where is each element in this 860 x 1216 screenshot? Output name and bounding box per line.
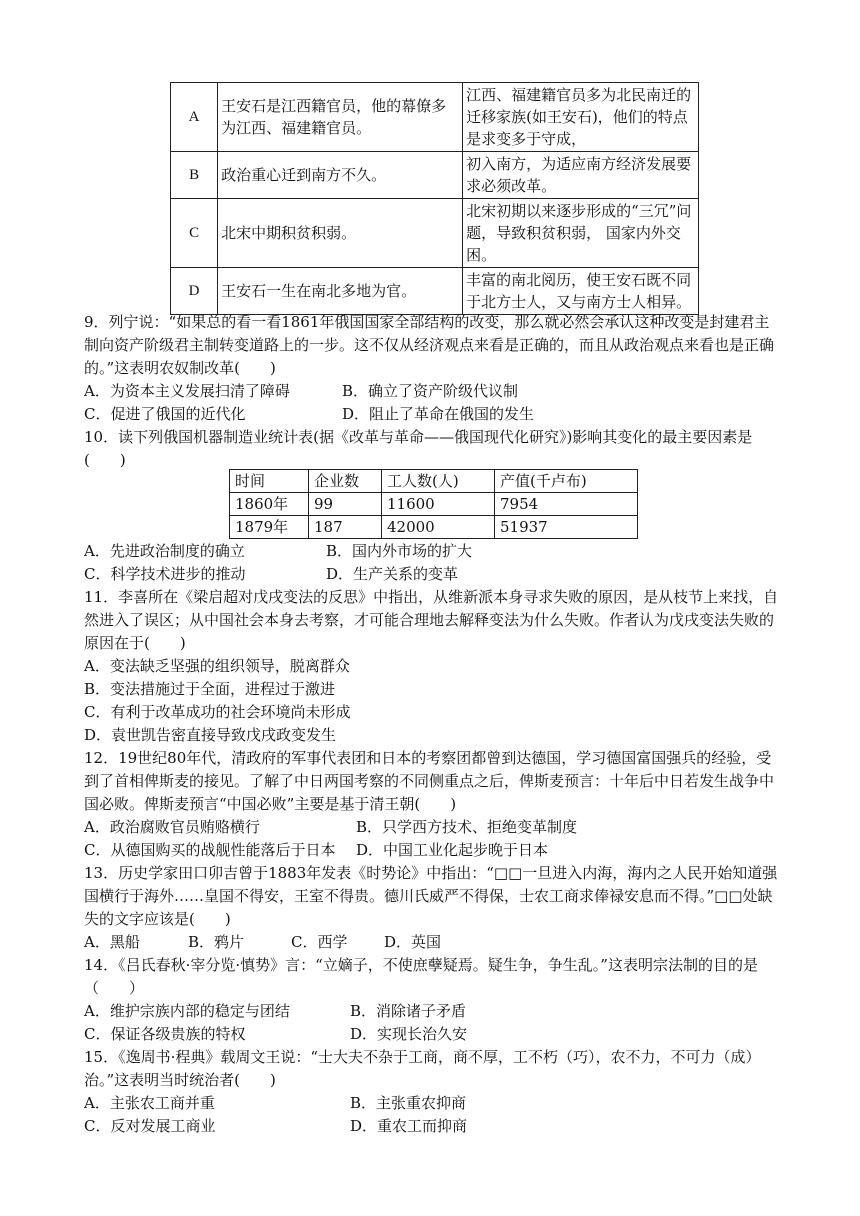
option-c: C．有利于改革成功的社会环境尚未形成 (84, 703, 351, 721)
option-c: C．从德国购买的战舰性能落后于日本 (84, 841, 336, 859)
question-text: 13．历史学家田口卯吉曾于1883年发表《时势论》中指出：“□□一旦进入内海，海内之人民开始知道强国横行于海外……皇国不得安，王室不得贵。德川氏威严不得保，士农工商求俸禄安息而不得。”□□处缺失的文字应该是( ) (84, 864, 778, 928)
question-13-stem (84, 862, 784, 931)
option-b: B．消除诸子矛盾 (350, 1002, 467, 1020)
table-header-cell: 企业数 (309, 470, 382, 493)
option-b: B．变法措施过于全面，进程过于激进 (84, 680, 336, 698)
option-cause: 王安石一生在南北多地为官。 (218, 268, 463, 315)
option-letter: B (171, 152, 218, 199)
option-explanation: 丰富的南北阅历，使王安石既不同于北方士人，又与南方士人相异。 (463, 268, 699, 315)
question-14-stem (84, 954, 784, 1000)
option-explanation: 初入南方，为适应南方经济发展要求必须改革。 (463, 152, 699, 199)
option-a: A．政治腐败官员贿赂横行 (84, 818, 260, 836)
option-b: B．国内外市场的扩大 (326, 542, 473, 560)
question-text: 12．19世纪80年代，清政府的军事代表团和日本的考察团都曾到达德国，学习德国富国强兵的经验，受到了首相俾斯麦的接见。了解了中日两国考察的不同侧重点之后，俾斯麦预言：十年后中日若发生战争中国必败。俾斯麦预言“中国必败”主要是基于清王朝( ) (84, 749, 775, 813)
question-text: 15．《逸周书·程典》载周文王说：“士大夫不杂于工商，商不厚，工不朽（巧），农不力，不可力（成）治。”这表明当时统治者( ) (84, 1048, 761, 1089)
option-b: B．只学西方技术、拒绝变革制度 (356, 818, 578, 836)
option-b: B．鸦片 (188, 933, 245, 951)
option-letter: A (171, 83, 218, 152)
option-a: A．维护宗族内部的稳定与团结 (84, 1002, 290, 1020)
option-b: B．确立了资产阶级代议制 (342, 382, 519, 400)
option-c: C．科学技术进步的推动 (84, 565, 246, 583)
table-header-row (230, 470, 638, 493)
option-row-c (171, 199, 699, 268)
table-row (230, 516, 638, 539)
option-cause: 王安石是江西籍官员，他的幕僚多为江西、福建籍官员。 (218, 83, 463, 152)
table-cell: 42000 (382, 516, 495, 539)
table-header-cell: 工人数(人) (382, 470, 495, 493)
option-letter: D (171, 268, 218, 315)
table-cell: 187 (309, 516, 382, 539)
option-c: C．促进了俄国的近代化 (84, 405, 246, 423)
option-cause: 北宋中期积贫积弱。 (218, 199, 463, 268)
option-d: D．实现长治久安 (350, 1025, 468, 1043)
option-row-a (171, 83, 699, 152)
option-letter: C (171, 199, 218, 268)
option-d: D．阻止了革命在俄国的发生 (342, 405, 535, 423)
option-a: A．主张农工商并重 (84, 1094, 215, 1112)
option-row-d (171, 268, 699, 315)
table-cell: 7954 (495, 493, 638, 516)
option-explanation: 江西、福建籍官员多为北民南迁的迁移家族(如王安石)，他们的特点是求变多于守成， (463, 83, 699, 152)
table-cell: 99 (309, 493, 382, 516)
table-cell: 11600 (382, 493, 495, 516)
option-d: D．重农工而抑商 (350, 1117, 468, 1135)
option-c: C．西学 (291, 933, 348, 951)
option-c: C．反对发展工商业 (84, 1117, 216, 1135)
option-a: A．为资本主义发展扫清了障碍 (84, 382, 290, 400)
question-15-stem (84, 1046, 784, 1092)
question-11-stem (84, 586, 784, 655)
table-cell: 1879年 (230, 516, 309, 539)
question-12-stem (84, 747, 784, 816)
statistics-table (229, 469, 638, 539)
table-cell: 51937 (495, 516, 638, 539)
table-header-cell: 产值(千卢布) (495, 470, 638, 493)
option-d: D．中国工业化起步晚于日本 (356, 841, 549, 859)
table-cell: 1860年 (230, 493, 309, 516)
option-a: A．变法缺乏坚强的组织领导，脱离群众 (84, 657, 350, 675)
option-cause: 政治重心迁到南方不久。 (218, 152, 463, 199)
question-text: 9．列宁说：“如果总的看一看1861年俄国国家全部结构的改变，那么就必然会承认这种改变是封建君主制向资产阶级君主制转变道路上的一步。这不仅从经济观点来看是正确的，而且从政治观点来看也是正确的。”这表明农奴制改革( ) (84, 313, 775, 377)
table-row (230, 493, 638, 516)
option-explanation: 北宋初期以来逐步形成的“三冗”问题，导致积贫积弱， 国家内外交困。 (463, 199, 699, 268)
question-text: 10．读下列俄国机器制造业统计表(据《改革与革命——俄国现代化研究》)影响其变化的最主要因素是( ) (84, 428, 753, 469)
option-row-b (171, 152, 699, 199)
table-header-cell: 时间 (230, 470, 309, 493)
option-d: D．生产关系的变革 (326, 565, 459, 583)
question-9-stem (84, 311, 784, 380)
option-b: B．主张重农抑商 (350, 1094, 467, 1112)
option-table (170, 82, 699, 315)
option-d: D．袁世凯告密直接导致戊戌政变发生 (84, 726, 337, 744)
option-a: A．黑船 (84, 933, 140, 951)
question-10-stem (84, 426, 784, 472)
question-text: 11．李喜所在《梁启超对戊戌变法的反思》中指出，从维新派本身寻求失败的原因，是从枝节上来找，自然进入了误区；从中国社会本身去考察，才可能合理地去解释变法为什么失败。作者认为戊戌变法失败的原因在于( ) (84, 588, 779, 652)
option-a: A．先进政治制度的确立 (84, 542, 245, 560)
option-d: D．英国 (384, 933, 442, 951)
option-c: C．保证各级贵族的特权 (84, 1025, 246, 1043)
question-text: 14．《吕氏春秋·宰分览·慎势》言：“立嫡子，不使庶孽疑焉。疑生争，争生乱。”这表明宗法制的目的是（ ） (84, 956, 758, 997)
